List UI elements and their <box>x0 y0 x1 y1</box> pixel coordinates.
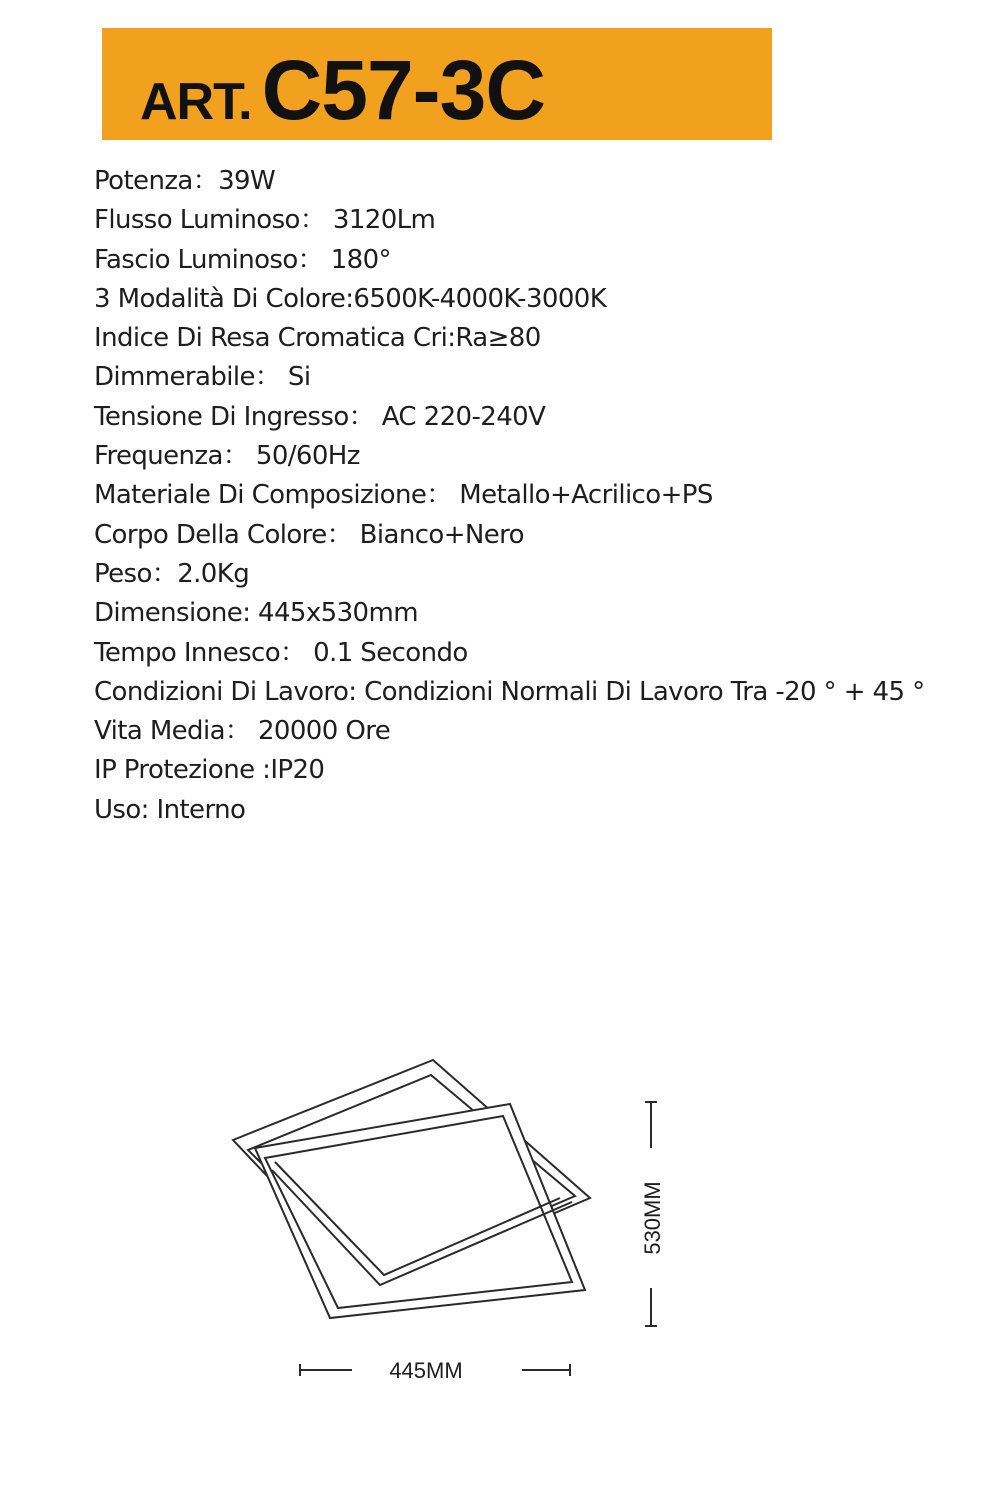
spec-corpo-colore: Corpo Della Colore： Bianco+Nero <box>94 519 524 550</box>
spec-indice-resa-cromatica: Indice Di Resa Cromatica Cri:Ra≥80 <box>94 323 541 354</box>
height-label: 530MM <box>640 1181 665 1255</box>
width-label: 445MM <box>389 1358 463 1383</box>
article-prefix: ART. <box>140 73 252 131</box>
spec-dimmerabile: Dimmerabile： Si <box>94 362 311 393</box>
spec-condizioni-lavoro: Condizioni Di Lavoro: Condizioni Normali Di Lavoro Tra -20 ° + 45 ° <box>94 676 925 707</box>
spec-tempo-innesco: Tempo Innesco： 0.1 Secondo <box>94 637 468 668</box>
spec-ip-protezione: IP Protezione :IP20 <box>94 755 325 786</box>
spec-materiale: Materiale Di Composizione： Metallo+Acrilico+PS <box>94 480 713 511</box>
spec-frequenza: Frequenza： 50/60Hz <box>94 441 360 472</box>
spec-peso: Peso：2.0Kg <box>94 558 250 589</box>
spec-flusso-luminoso: Flusso Luminoso： 3120Lm <box>94 205 436 236</box>
spec-fascio-luminoso: Fascio Luminoso： 180° <box>94 244 391 275</box>
spec-vita-media: Vita Media： 20000 Ore <box>94 716 391 747</box>
spec-potenza: Potenza：39W <box>94 166 276 196</box>
spec-modalita-colore: 3 Modalità Di Colore:6500K-4000K-3000K <box>94 283 607 314</box>
spec-tensione-ingresso: Tensione Di Ingresso： AC 220-240V <box>94 401 546 432</box>
spec-dimensione: Dimensione: 445x530mm <box>94 598 418 629</box>
article-code: C57-3C <box>261 43 546 137</box>
spec-uso: Uso: Interno <box>94 794 246 825</box>
